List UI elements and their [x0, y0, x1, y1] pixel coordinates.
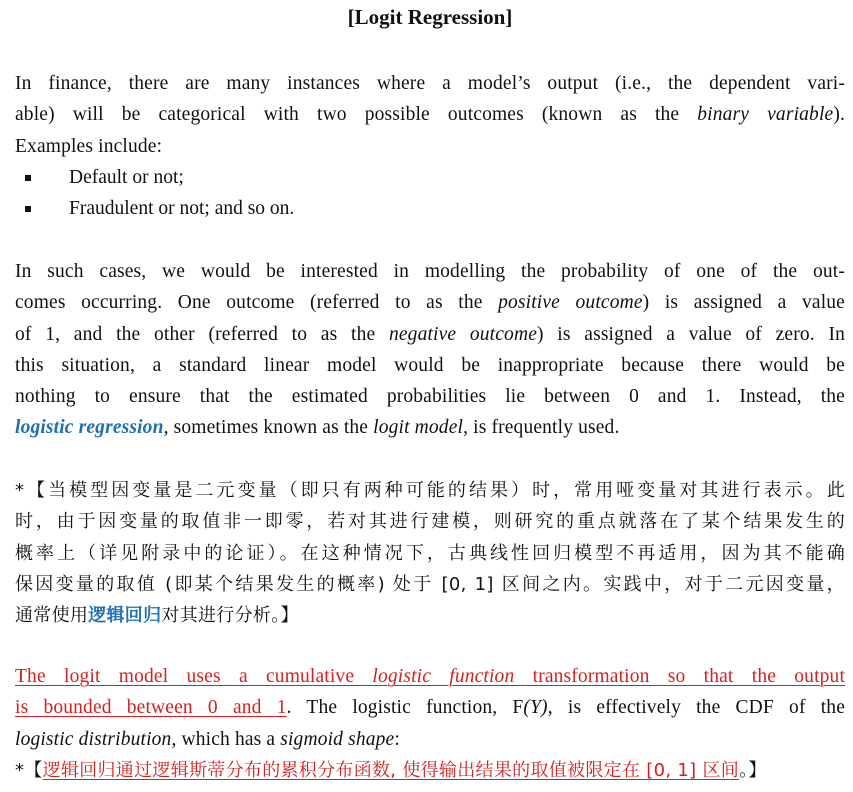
chinese-note: *【当模型因变量是二元变量（即只有两种可能的结果）时，常用哑变量对其进行表示。此 时，由于因变量的取值非一即零，若对其进行建模，则研究的重点就落在了某个结果发生的 概率上（详见附录中的论证）。在这种情况下，古典线性回归模型不再适用，因为其不能确 保因变量的取值 (即某个结果发生的概率) 处于 [0, 1] 区间之内。实践中，对于二元因变量， 通常使用逻辑回归对其进行分析。】 [15, 480, 845, 627]
logistic-regression-term: logistic regression [15, 417, 164, 439]
intro-line-3: Examples include: [15, 135, 163, 157]
body-paragraph: In such cases, we would be interested in modelling the probability of one of the out- comes occurring. One outcome (referred to as the positive outcome) is assigned a value of 1, and the other (referred to as the negative outcome) is assigned a value of zero. In this situation, a standard linear model would be inappropriate because there would be nothing to ensure that the estimated probabilities lie between 0 and 1. Instead, the logistic regression, sometimes known as the logit model, is frequently used. [15, 261, 846, 439]
highlighted-text: is bounded between 0 and 1 [15, 697, 287, 719]
logistic-regression-cn-term: 逻辑回归 [88, 605, 162, 627]
intro-paragraph [15, 68, 845, 162]
bullet-icon [25, 206, 31, 212]
intro-line-1: In finance, there are many instances where a model’s output (i.e., the dependent vari- [15, 73, 845, 94]
bullet-icon [25, 175, 31, 181]
highlighted-text: 逻辑回归通过逻辑斯蒂分布的累积分布函数, 使得输出结果的取值被限定在 [0, 1] 区间 [42, 760, 740, 781]
body-paragraph-3: The logit model uses a cumulative logistic function transformation so that the output is bounded between 0 and 1. The logistic function, F(Y), is effectively the CDF of the logistic distribution, which has a sigmoid shape: [15, 666, 846, 750]
section-title: [Logit Regression] [347, 5, 513, 29]
intro-line-2: able) will be categorical with two possible outcomes (known as the binary variable). [15, 104, 845, 126]
highlighted-text: The logit model uses a cumulative logistic function transformation so that the output [15, 666, 846, 687]
chinese-note-2: *【逻辑回归通过逻辑斯蒂分布的累积分布函数, 使得输出结果的取值被限定在 [0, 1] 区间。】 [15, 760, 767, 781]
